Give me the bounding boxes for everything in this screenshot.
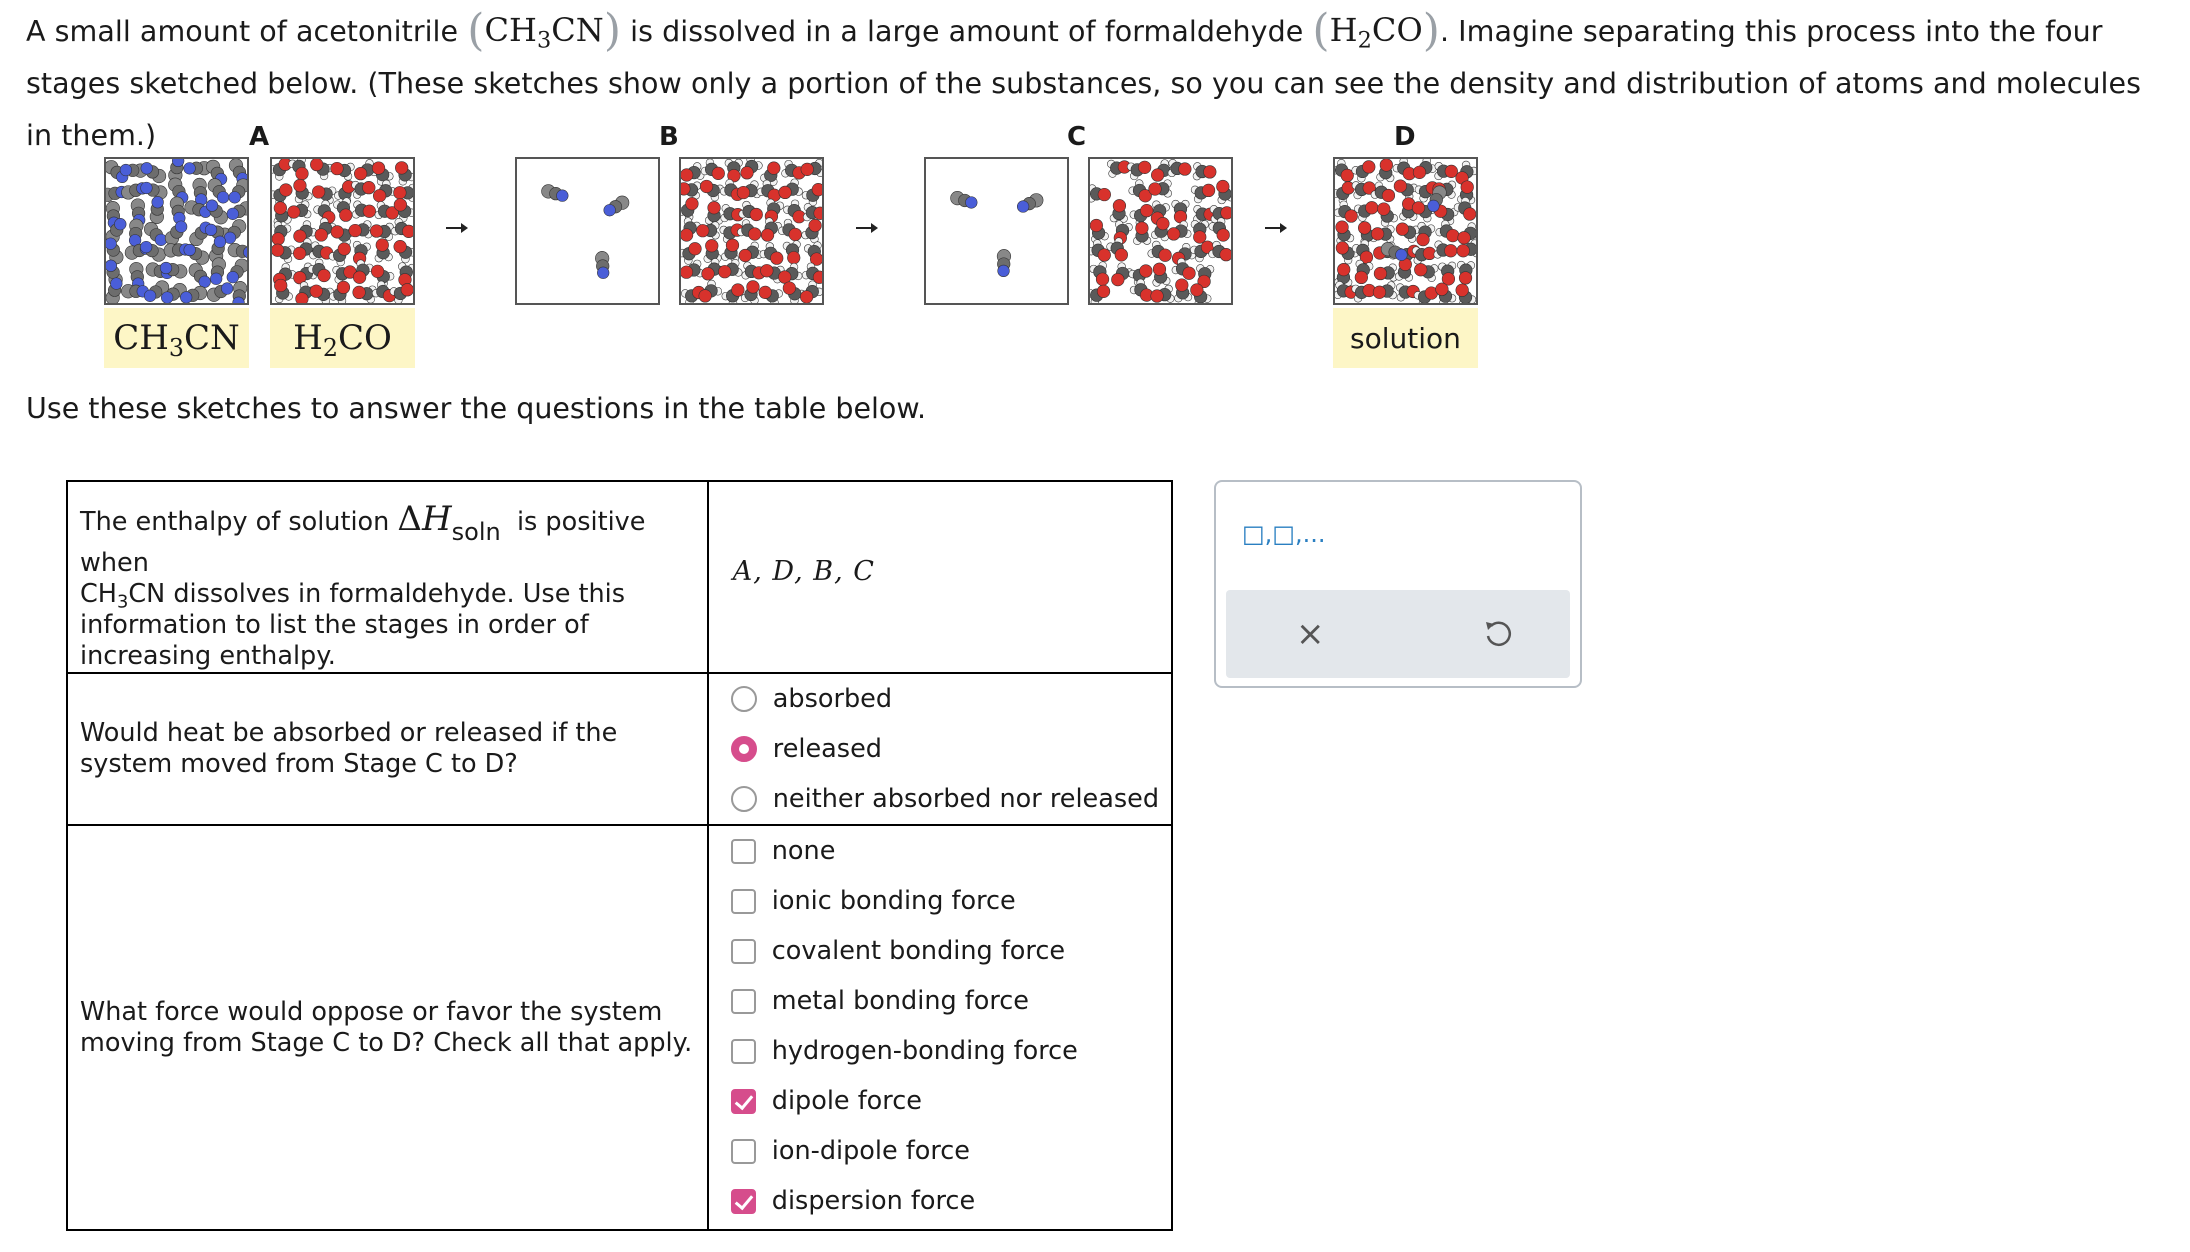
checkbox[interactable] [731, 839, 756, 864]
label-acetonitrile: $CH_3CN$ [104, 308, 249, 368]
sketch-c-acetonitrile [924, 157, 1069, 305]
acetonitrile-formula: $CH_3CN$ [484, 11, 604, 54]
answer-sequence[interactable]: A, D, B, C [732, 556, 875, 587]
stage-letter-c: C [1067, 122, 1087, 152]
stage-letter-a: A [249, 122, 270, 152]
checkbox[interactable] [731, 1139, 756, 1164]
table-row [67, 825, 1172, 1230]
question-3: What force would oppose or favor the system moving from Stage C to D? Check all that apply. [67, 825, 708, 1230]
sketch-d-solution [1333, 157, 1478, 305]
label-solution: solution [1333, 308, 1478, 368]
table-row [67, 481, 1172, 673]
radio-neither[interactable]: neither absorbed nor released [709, 774, 1171, 824]
checkbox[interactable] [731, 889, 756, 914]
question-1: The enthalpy of solution $\Delta H_{soln}$ is positive when $CH_3CN$ dissolves in formaldehyde. Use this information to list the stages in order of increasing enthalpy. [67, 481, 708, 673]
intro-paragraph: A small amount of acetonitrile $(CH_3CN)$ is dissolved in a large amount of formaldehyde $(H_2CO)$. Imagine separating this process into the four stages sketched below. (These sketches show only a portion of the substances, so you can see the density and distribution of atoms and molecules in them.) [26, 5, 2142, 152]
radio-released[interactable]: released [709, 724, 1171, 774]
intro-text-2: is dissolved in a large amount of formaldehyde [630, 15, 1304, 48]
instruction-text: Use these sketches to answer the questions in the table below. [26, 392, 927, 425]
answer-2-cell [708, 673, 1172, 825]
sketch-b-acetonitrile [515, 157, 660, 305]
checkbox-checked[interactable] [731, 1089, 756, 1114]
sketch-b-formaldehyde [679, 157, 824, 305]
sketch-a-acetonitrile [104, 157, 249, 305]
clear-icon[interactable]: × [1296, 614, 1325, 654]
answer-tool-palette [1214, 480, 1582, 688]
checkbox-checked[interactable] [731, 1189, 756, 1214]
intro-text-3: . Imagine separating this process into the four stages sketched below. (These sketches show only a portion of the substances, so you can see the density and distribution of atoms and molecules in them.) [26, 15, 2142, 152]
answer-1-cell[interactable] [708, 481, 1172, 673]
formaldehyde-formula: $H_2CO$ [1329, 11, 1423, 54]
answer-3-cell [708, 825, 1172, 1230]
checkbox-ion-dipole[interactable]: ion-dipole force [709, 1126, 1171, 1176]
table-row [67, 673, 1172, 825]
radio-absorbed[interactable]: absorbed [709, 674, 1171, 724]
list-format-icon[interactable]: □,□,... [1242, 520, 1326, 548]
arrow-icon [855, 220, 879, 236]
tool-action-bar [1226, 590, 1570, 678]
checkbox-hydrogen[interactable]: hydrogen-bonding force [709, 1026, 1171, 1076]
radio-button[interactable] [731, 686, 757, 712]
stage-letter-b: B [659, 122, 679, 152]
checkbox-covalent[interactable]: covalent bonding force [709, 926, 1171, 976]
stage-letter-d: D [1394, 122, 1416, 152]
checkbox[interactable] [731, 989, 756, 1014]
checkbox-ionic[interactable]: ionic bonding force [709, 876, 1171, 926]
checkbox-dispersion[interactable]: dispersion force [709, 1176, 1171, 1226]
arrow-icon [445, 220, 469, 236]
question-2: Would heat be absorbed or released if the system moved from Stage C to D? [67, 673, 708, 825]
radio-button[interactable] [731, 786, 757, 812]
label-formaldehyde: $H_2CO$ [270, 308, 415, 368]
intro-text-1: A small amount of acetonitrile [26, 15, 459, 48]
checkbox[interactable] [731, 939, 756, 964]
sketch-c-formaldehyde [1088, 157, 1233, 305]
radio-button-selected[interactable] [731, 736, 757, 762]
checkbox-dipole[interactable]: dipole force [709, 1076, 1171, 1126]
checkbox-none[interactable]: none [709, 826, 1171, 876]
checkbox[interactable] [731, 1039, 756, 1064]
arrow-icon [1264, 220, 1288, 236]
question-table [66, 480, 1173, 1231]
checkbox-metal[interactable]: metal bonding force [709, 976, 1171, 1026]
sketch-a-formaldehyde [270, 157, 415, 305]
undo-icon[interactable] [1480, 616, 1516, 652]
